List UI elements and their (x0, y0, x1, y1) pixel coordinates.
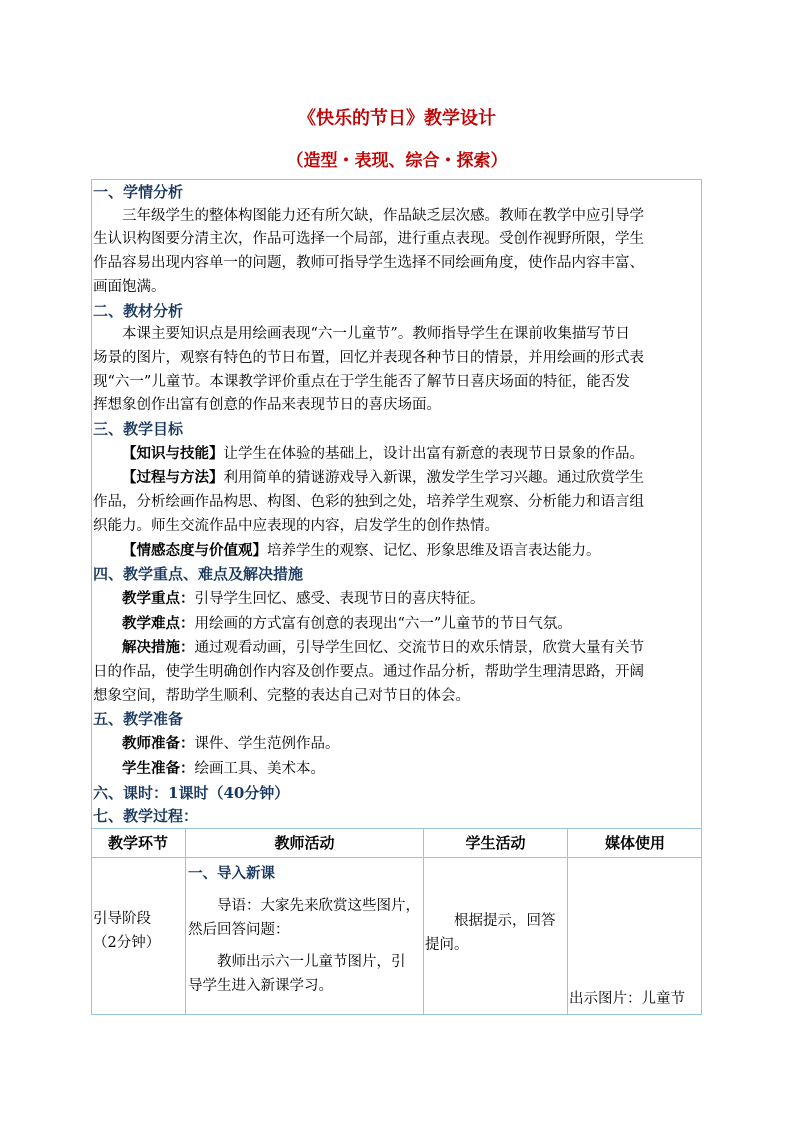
student-prep-text: 绘画工具、美术本。 (194, 760, 325, 777)
table-column-divider (567, 828, 568, 1015)
paragraph-line: 作品，分析绘画作品构思、构图、色彩的独到之处，培养学生观察、分析能力和语言组 (93, 494, 644, 511)
paragraph-line: 三年级学生的整体构图能力还有所欠缺，作品缺乏层次感。教师在教学中应引导学 (122, 207, 644, 224)
difficulty-text: 用绘画的方式富有创意的表现出“六一”儿童节的节日气氛。 (194, 615, 572, 632)
document-body (93, 181, 701, 829)
table-top-border (91, 828, 702, 829)
table-header-border (91, 857, 702, 858)
stage-cell (93, 907, 185, 955)
paragraph-line: 织能力。师生交流作品中应表现的内容，启发学生的创作热情。 (93, 517, 499, 534)
paragraph-line: 日的作品，使学生明确创作内容及创作要点。通过作品分析，帮助学生理清思路，开阔 (93, 664, 644, 681)
section-heading-3: 三、教学目标 (93, 420, 184, 439)
section-heading-7: 七、教学过程： (93, 807, 199, 826)
section-heading-5: 五、教学准备 (93, 710, 184, 729)
table-header-teacher: 教师活动 (274, 834, 335, 852)
section-heading-6: 六、课时：1课时（40分钟） (93, 783, 290, 802)
table-header-student: 学生活动 (465, 834, 526, 852)
media-cell: 出示图片：儿童节 (569, 991, 685, 1007)
teacher-line: 教师出示六一儿童节图片，引 (217, 954, 406, 970)
student-prep (93, 757, 701, 782)
paragraph-line: 现“六一”儿童节。本课教学评价重点在于学生能否了解节日喜庆场面的特征，能否发 (93, 373, 630, 390)
key-point (93, 587, 701, 612)
paragraph-line: 画面饱满。 (93, 278, 166, 295)
objective-label: 【情感态度与价值观】 (122, 541, 267, 559)
difficulty (93, 612, 701, 637)
section-heading-4: 四、教学重点、难点及解决措施 (93, 565, 304, 584)
teacher-cell (188, 862, 422, 998)
table-header-stage: 教学环节 (107, 834, 168, 852)
solution-text: 通过观看动画，引导学生回忆、交流节日的欢乐情景，欣赏大量有关节 (194, 640, 644, 657)
student-prep-label: 学生准备： (122, 759, 195, 777)
student-cell (425, 909, 566, 957)
teacher-prep-text: 课件、学生范例作品。 (194, 736, 340, 753)
table-header-media: 媒体使用 (604, 834, 665, 852)
paragraph-line: 想象空间，帮助学生顺利、完整的表达自己对节日的体会。 (93, 687, 470, 704)
solution-label: 解决措施： (122, 639, 195, 657)
page-subtitle: （造型・表现、综合・探索） (286, 151, 508, 171)
stage-name: 引导阶段 (93, 911, 151, 927)
paragraph-line: 作品容易出现内容单一的问题，教师可指导学生选择不同绘画角度，使作品内容丰富、 (93, 255, 644, 272)
objective-label: 【过程与方法】 (122, 469, 224, 487)
teacher-heading: 一、导入新课 (188, 865, 275, 882)
objective-text: 培养学生的观察、记忆、形象思维及语言表达能力。 (267, 542, 601, 559)
objective-process (93, 466, 701, 491)
objective-text: 让学生在体验的基础上，设计出富有新意的表现节日景象的作品。 (223, 445, 644, 462)
teacher-prep (93, 732, 701, 757)
objective-text: 利用简单的猜谜游戏导入新课，激发学生学习兴趣。通过欣赏学生 (223, 470, 644, 487)
key-label: 教学重点： (122, 589, 195, 607)
objective-knowledge (93, 442, 701, 467)
objective-emotion (93, 539, 701, 564)
key-text: 引导学生回忆、感受、表现节日的喜庆特征。 (194, 590, 485, 607)
difficulty-label: 教学难点： (122, 614, 195, 632)
student-line: 提问。 (425, 937, 469, 953)
section-heading-2: 二、教材分析 (93, 301, 184, 320)
paragraph-line: 本课主要知识点是用绘画表现“六一儿童节”。教师指导学生在课前收集描写节日 (122, 326, 630, 343)
teacher-line: 导语：大家先来欣赏这些图片， (217, 898, 420, 914)
paragraph-line: 生认识构图要分清主次，作品可选择一个局部，进行重点表现。受创作视野所限，学生 (93, 231, 644, 248)
table-column-divider (423, 828, 424, 1015)
teacher-prep-label: 教师准备： (122, 735, 195, 753)
objective-label: 【知识与技能】 (122, 444, 224, 462)
table-column-divider (185, 828, 186, 1015)
teacher-line: 导学生进入新课学习。 (188, 978, 333, 994)
stage-time: （2分钟） (93, 935, 161, 951)
section-heading-1: 一、学情分析 (93, 183, 184, 201)
teacher-line: 然后回答问题： (188, 922, 290, 938)
student-line: 根据提示，回答 (454, 913, 556, 929)
page-title: 《快乐的节日》教学设计 (298, 108, 496, 129)
solution (93, 636, 701, 661)
paragraph-line: 挥想象创作出富有创意的作品来表现节日的喜庆场面。 (93, 397, 441, 414)
paragraph-line: 场景的图片，观察有特色的节日布置，回忆并表现各种节日的情景，并用绘画的形式表 (93, 349, 644, 366)
